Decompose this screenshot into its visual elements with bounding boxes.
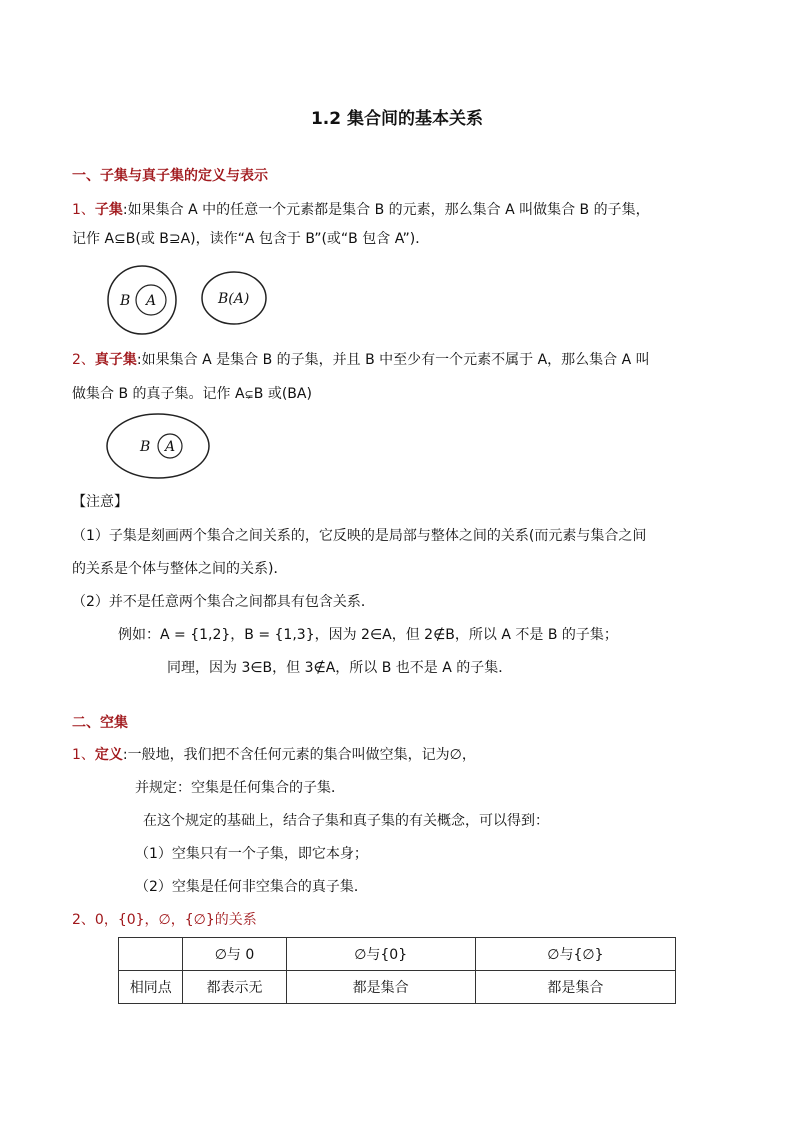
empty-set-property-1: （1）空集只有一个子集，即它本身； [135,846,368,862]
venn-diagram-proper-subset [106,413,216,483]
proper-text-2b: B 或(BA) [253,386,312,402]
relation-heading-text: 0，{0}，∅，{∅}的关系 [94,912,257,928]
proper-subset-symbol: ⊊ [244,388,254,401]
note-p1-line1: （1）子集是刻画两个集合之间关系的，它反映的是局部与整体之间的关系(而元素与集合之间 [72,528,647,544]
empty-set-property-2: （2）空集是任何非空集合的真子集． [135,879,368,895]
table-header-cell: ∅与{0} [286,938,475,971]
table-header-cell: ∅与 0 [183,938,286,971]
venn-label-equal: B(A) [218,291,250,307]
table-header-cell [119,938,183,971]
table-cell: 都是集合 [475,971,675,1004]
table-header-row [119,938,676,971]
empty-set-definition-line1 [72,745,476,765]
venn-label-outer: B [140,439,151,455]
item-number: 1、 [72,202,95,218]
term-definition: 定义 [94,747,123,763]
note-heading: 【注意】 [72,494,128,510]
proper-subset-line1 [72,350,650,370]
proper-subset-line2 [72,384,312,405]
relation-table [118,937,676,1004]
relation-heading [72,910,257,930]
item-number: 1、 [72,747,95,763]
table-cell: 都是集合 [286,971,475,1004]
table-cell: 相同点 [119,971,183,1004]
section-heading-subsets: 一、子集与真子集的定义与表示 [72,168,268,184]
venn-label-inner: A [146,293,157,309]
empty-set-definition-line3: 在这个规定的基础上，结合子集和真子集的有关概念，可以得到： [143,813,549,829]
note-p2: （2）并不是任意两个集合之间都具有包含关系． [72,594,375,610]
item-number: 2、 [72,912,95,928]
section-heading-empty-set: 二、空集 [72,715,128,731]
page-title: 1.2 集合间的基本关系 [310,109,484,129]
term-colon: : [122,202,128,218]
proper-text-2a: 做集合 B 的真子集。记作 A [72,386,245,402]
note-p1-line2: 的关系是个体与整体之间的关系)． [72,561,288,577]
proper-text-1: 如果集合 A 是集合 B 的子集，并且 B 中至少有一个元素不属于 A，那么集合 A 叫 [141,352,650,368]
item-number: 2、 [72,352,95,368]
note-example-2: 同理，因为 3∈B，但 3∉A，所以 B 也不是 A 的子集． [167,660,513,676]
table-cell: 都表示无 [183,971,286,1004]
empty-set-definition-line2: 并规定：空集是任何集合的子集． [135,780,345,796]
term-colon: : [136,352,142,368]
subset-text-1: 如果集合 A 中的任意一个元素都是集合 B 的元素，那么集合 A 叫做集合 B 的子集， [127,202,650,218]
venn-diagram-subset [100,266,280,342]
subset-definition-line1 [72,200,650,220]
table-row [119,971,676,1004]
venn-label-inner: A [165,439,176,455]
term-proper-subset: 真子集 [94,352,137,368]
subset-definition-line2: 记作 A⊆B(或 B⊇A)，读作“A 包含于 B”(或“B 包含 A”)． [72,231,430,247]
definition-text-1: 一般地，我们把不含任何元素的集合叫做空集，记为∅， [127,747,476,763]
venn-label-outer: B [120,293,131,309]
table-header-cell: ∅与{∅} [475,938,675,971]
note-example-1: 例如：A = {1,2}，B = {1,3}，因为 2∈A，但 2∉B，所以 A 不是 B 的子集； [118,627,618,643]
term-colon: : [122,747,128,763]
term-subset: 子集 [94,202,123,218]
